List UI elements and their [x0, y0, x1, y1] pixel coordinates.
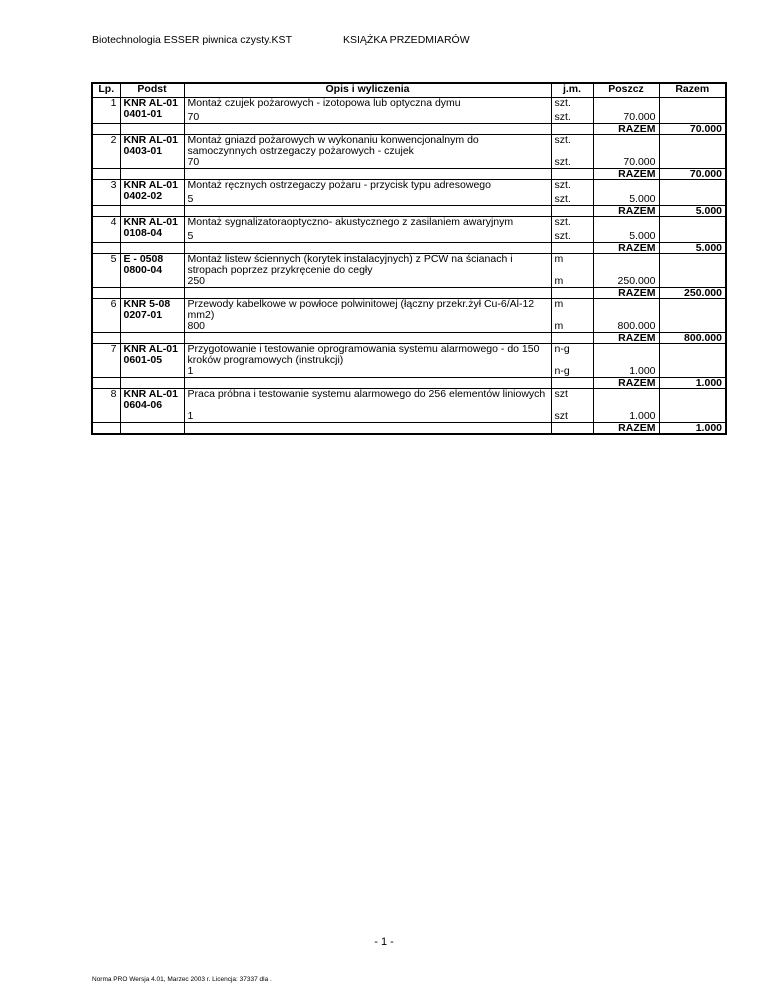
empty-cell [551, 243, 593, 254]
position-row [92, 299, 726, 322]
position-unit: m [551, 254, 593, 277]
partial-quantity: 250.000 [593, 276, 659, 288]
summary-row [92, 243, 726, 254]
document-title: KSIĄŻKA PRZEDMIARÓW [343, 34, 470, 46]
empty-cell [120, 288, 184, 299]
empty-cell [593, 135, 659, 158]
header-razem: Razem [659, 83, 726, 98]
empty-cell [659, 109, 726, 124]
calculation-value: 1 [184, 411, 551, 423]
empty-cell [551, 288, 593, 299]
table-header-row [92, 83, 726, 98]
calculation-row [92, 157, 726, 169]
header-jm: j.m. [551, 83, 593, 98]
empty-cell [92, 206, 120, 217]
position-row [92, 98, 726, 110]
empty-cell [659, 411, 726, 423]
empty-cell [659, 217, 726, 229]
position-number: 8 [92, 389, 120, 423]
position-number: 7 [92, 344, 120, 378]
empty-cell [593, 180, 659, 192]
position-basis [120, 217, 184, 243]
calculation-unit: szt [551, 411, 593, 423]
empty-cell [120, 333, 184, 344]
calculation-row [92, 411, 726, 423]
position-unit: szt. [551, 135, 593, 158]
empty-cell [659, 98, 726, 110]
position-row [92, 344, 726, 367]
empty-cell [659, 157, 726, 169]
empty-cell [120, 423, 184, 435]
position-basis [120, 180, 184, 206]
position-unit: m [551, 299, 593, 322]
basis-line: KNR AL-01 [123, 134, 178, 146]
razem-value: 800.000 [659, 333, 726, 344]
basis-line: 0601-05 [123, 354, 163, 366]
header-lp: Lp. [92, 83, 120, 98]
calculation-unit: m [551, 276, 593, 288]
table-body [92, 98, 726, 435]
position-unit: n-g [551, 344, 593, 367]
calculation-value: 5 [184, 228, 551, 243]
empty-cell [184, 378, 551, 389]
empty-cell [120, 169, 184, 180]
calculation-row [92, 109, 726, 124]
position-number: 6 [92, 299, 120, 333]
empty-cell [120, 124, 184, 135]
basis-line: 0108-04 [123, 227, 163, 239]
empty-cell [551, 169, 593, 180]
measurement-table [91, 82, 727, 435]
header-poszcz: Poszcz [593, 83, 659, 98]
position-basis [120, 98, 184, 124]
summary-row [92, 378, 726, 389]
empty-cell [551, 333, 593, 344]
position-description: Montaż ręcznych ostrzegaczy pożaru - przycisk typu adresowego [184, 180, 551, 192]
empty-cell [659, 191, 726, 206]
position-description: Montaż czujek pożarowych - izotopowa lub optyczna dymu [184, 98, 551, 110]
summary-row [92, 124, 726, 135]
software-footer: Norma PRO Wersja 4.01, Marzec 2003 r. Licencja: 37337 dla . [92, 976, 272, 983]
position-unit: szt. [551, 217, 593, 229]
razem-label: RAZEM [593, 206, 659, 217]
empty-cell [184, 169, 551, 180]
empty-cell [659, 366, 726, 378]
partial-quantity: 1.000 [593, 366, 659, 378]
position-row [92, 180, 726, 192]
basis-line: 0207-01 [123, 309, 163, 321]
basis-line: KNR AL-01 [123, 179, 178, 191]
empty-cell [593, 344, 659, 367]
empty-cell [659, 389, 726, 412]
empty-cell [659, 299, 726, 322]
empty-cell [659, 254, 726, 277]
position-basis [120, 135, 184, 169]
position-unit: szt. [551, 180, 593, 192]
partial-quantity: 1.000 [593, 411, 659, 423]
calculation-value: 70 [184, 157, 551, 169]
basis-line: 0401-01 [123, 108, 163, 120]
empty-cell [659, 344, 726, 367]
razem-label: RAZEM [593, 169, 659, 180]
empty-cell [92, 378, 120, 389]
razem-value: 1.000 [659, 423, 726, 435]
position-row [92, 254, 726, 277]
empty-cell [593, 299, 659, 322]
empty-cell [184, 423, 551, 435]
razem-value: 70.000 [659, 169, 726, 180]
summary-row [92, 333, 726, 344]
position-basis [120, 254, 184, 288]
empty-cell [593, 217, 659, 229]
calculation-row [92, 276, 726, 288]
basis-line: KNR AL-01 [123, 97, 178, 109]
empty-cell [551, 378, 593, 389]
partial-quantity: 70.000 [593, 109, 659, 124]
empty-cell [593, 98, 659, 110]
basis-line: KNR AL-01 [123, 216, 178, 228]
position-basis [120, 389, 184, 423]
position-unit: szt. [551, 98, 593, 110]
basis-line: KNR AL-01 [123, 388, 178, 400]
empty-cell [659, 321, 726, 333]
partial-quantity: 5.000 [593, 228, 659, 243]
empty-cell [92, 423, 120, 435]
summary-row [92, 423, 726, 435]
empty-cell [92, 124, 120, 135]
position-number: 1 [92, 98, 120, 124]
razem-label: RAZEM [593, 288, 659, 299]
empty-cell [120, 243, 184, 254]
position-description: Praca próbna i testowanie systemu alarmowego do 256 elementów liniowych [184, 389, 551, 412]
razem-value: 5.000 [659, 206, 726, 217]
calculation-row [92, 228, 726, 243]
calculation-value: 5 [184, 191, 551, 206]
basis-line: 0800-04 [123, 264, 163, 276]
razem-value: 250.000 [659, 288, 726, 299]
empty-cell [92, 288, 120, 299]
razem-value: 5.000 [659, 243, 726, 254]
calculation-value: 250 [184, 276, 551, 288]
calculation-value: 800 [184, 321, 551, 333]
empty-cell [593, 254, 659, 277]
position-description: Przewody kabelkowe w powłoce polwinitowej (łączny przekr.żył Cu-6/Al-12 mm2) [184, 299, 551, 322]
position-basis [120, 299, 184, 333]
position-unit: szt [551, 389, 593, 412]
position-row [92, 389, 726, 412]
document-file-name: Biotechnologia ESSER piwnica czysty.KST [92, 34, 292, 46]
position-number: 2 [92, 135, 120, 169]
calculation-unit: n-g [551, 366, 593, 378]
summary-row [92, 288, 726, 299]
calculation-value: 1 [184, 366, 551, 378]
empty-cell [120, 206, 184, 217]
position-description: Montaż gniazd pożarowych w wykonaniu konwencjonalnym do samoczynnych ostrzegaczy pożarowych - czujek [184, 135, 551, 158]
summary-row [92, 206, 726, 217]
empty-cell [184, 206, 551, 217]
empty-cell [659, 276, 726, 288]
position-description: Montaż sygnalizatoraoptyczno- akustycznego z zasilaniem awaryjnym [184, 217, 551, 229]
razem-label: RAZEM [593, 243, 659, 254]
empty-cell [92, 243, 120, 254]
calculation-row [92, 321, 726, 333]
empty-cell [184, 333, 551, 344]
razem-label: RAZEM [593, 378, 659, 389]
basis-line: 0403-01 [123, 145, 163, 157]
empty-cell [184, 243, 551, 254]
position-description: Przygotowanie i testowanie oprogramowania systemu alarmowego - do 150 kroków programowych (instrukcji) [184, 344, 551, 367]
empty-cell [659, 135, 726, 158]
page-number: - 1 - [374, 936, 394, 948]
razem-label: RAZEM [593, 423, 659, 435]
calculation-row [92, 191, 726, 206]
razem-label: RAZEM [593, 124, 659, 135]
header-podst: Podst [120, 83, 184, 98]
calculation-unit: szt. [551, 109, 593, 124]
partial-quantity: 800.000 [593, 321, 659, 333]
razem-value: 1.000 [659, 378, 726, 389]
razem-label: RAZEM [593, 333, 659, 344]
empty-cell [551, 124, 593, 135]
calculation-row [92, 366, 726, 378]
position-basis [120, 344, 184, 378]
basis-line: 0402-02 [123, 190, 163, 202]
calculation-unit: m [551, 321, 593, 333]
razem-value: 70.000 [659, 124, 726, 135]
empty-cell [120, 378, 184, 389]
summary-row [92, 169, 726, 180]
position-row [92, 217, 726, 229]
position-number: 4 [92, 217, 120, 243]
basis-line: KNR AL-01 [123, 343, 178, 355]
empty-cell [184, 124, 551, 135]
basis-line: KNR 5-08 [123, 298, 171, 310]
partial-quantity: 70.000 [593, 157, 659, 169]
calculation-unit: szt. [551, 157, 593, 169]
calculation-unit: szt. [551, 191, 593, 206]
empty-cell [593, 389, 659, 412]
basis-line: E - 0508 [123, 253, 164, 265]
calculation-unit: szt. [551, 228, 593, 243]
empty-cell [92, 333, 120, 344]
position-number: 5 [92, 254, 120, 288]
position-number: 3 [92, 180, 120, 206]
empty-cell [659, 180, 726, 192]
position-description: Montaż listew ściennych (korytek instalacyjnych) z PCW na ścianach i stropach poprzez przykręcenie do cegły [184, 254, 551, 277]
basis-line: 0604-06 [123, 399, 163, 411]
position-row [92, 135, 726, 158]
empty-cell [659, 228, 726, 243]
calculation-value: 70 [184, 109, 551, 124]
empty-cell [551, 206, 593, 217]
empty-cell [92, 169, 120, 180]
empty-cell [551, 423, 593, 435]
header-opis: Opis i wyliczenia [184, 83, 551, 98]
partial-quantity: 5.000 [593, 191, 659, 206]
empty-cell [184, 288, 551, 299]
